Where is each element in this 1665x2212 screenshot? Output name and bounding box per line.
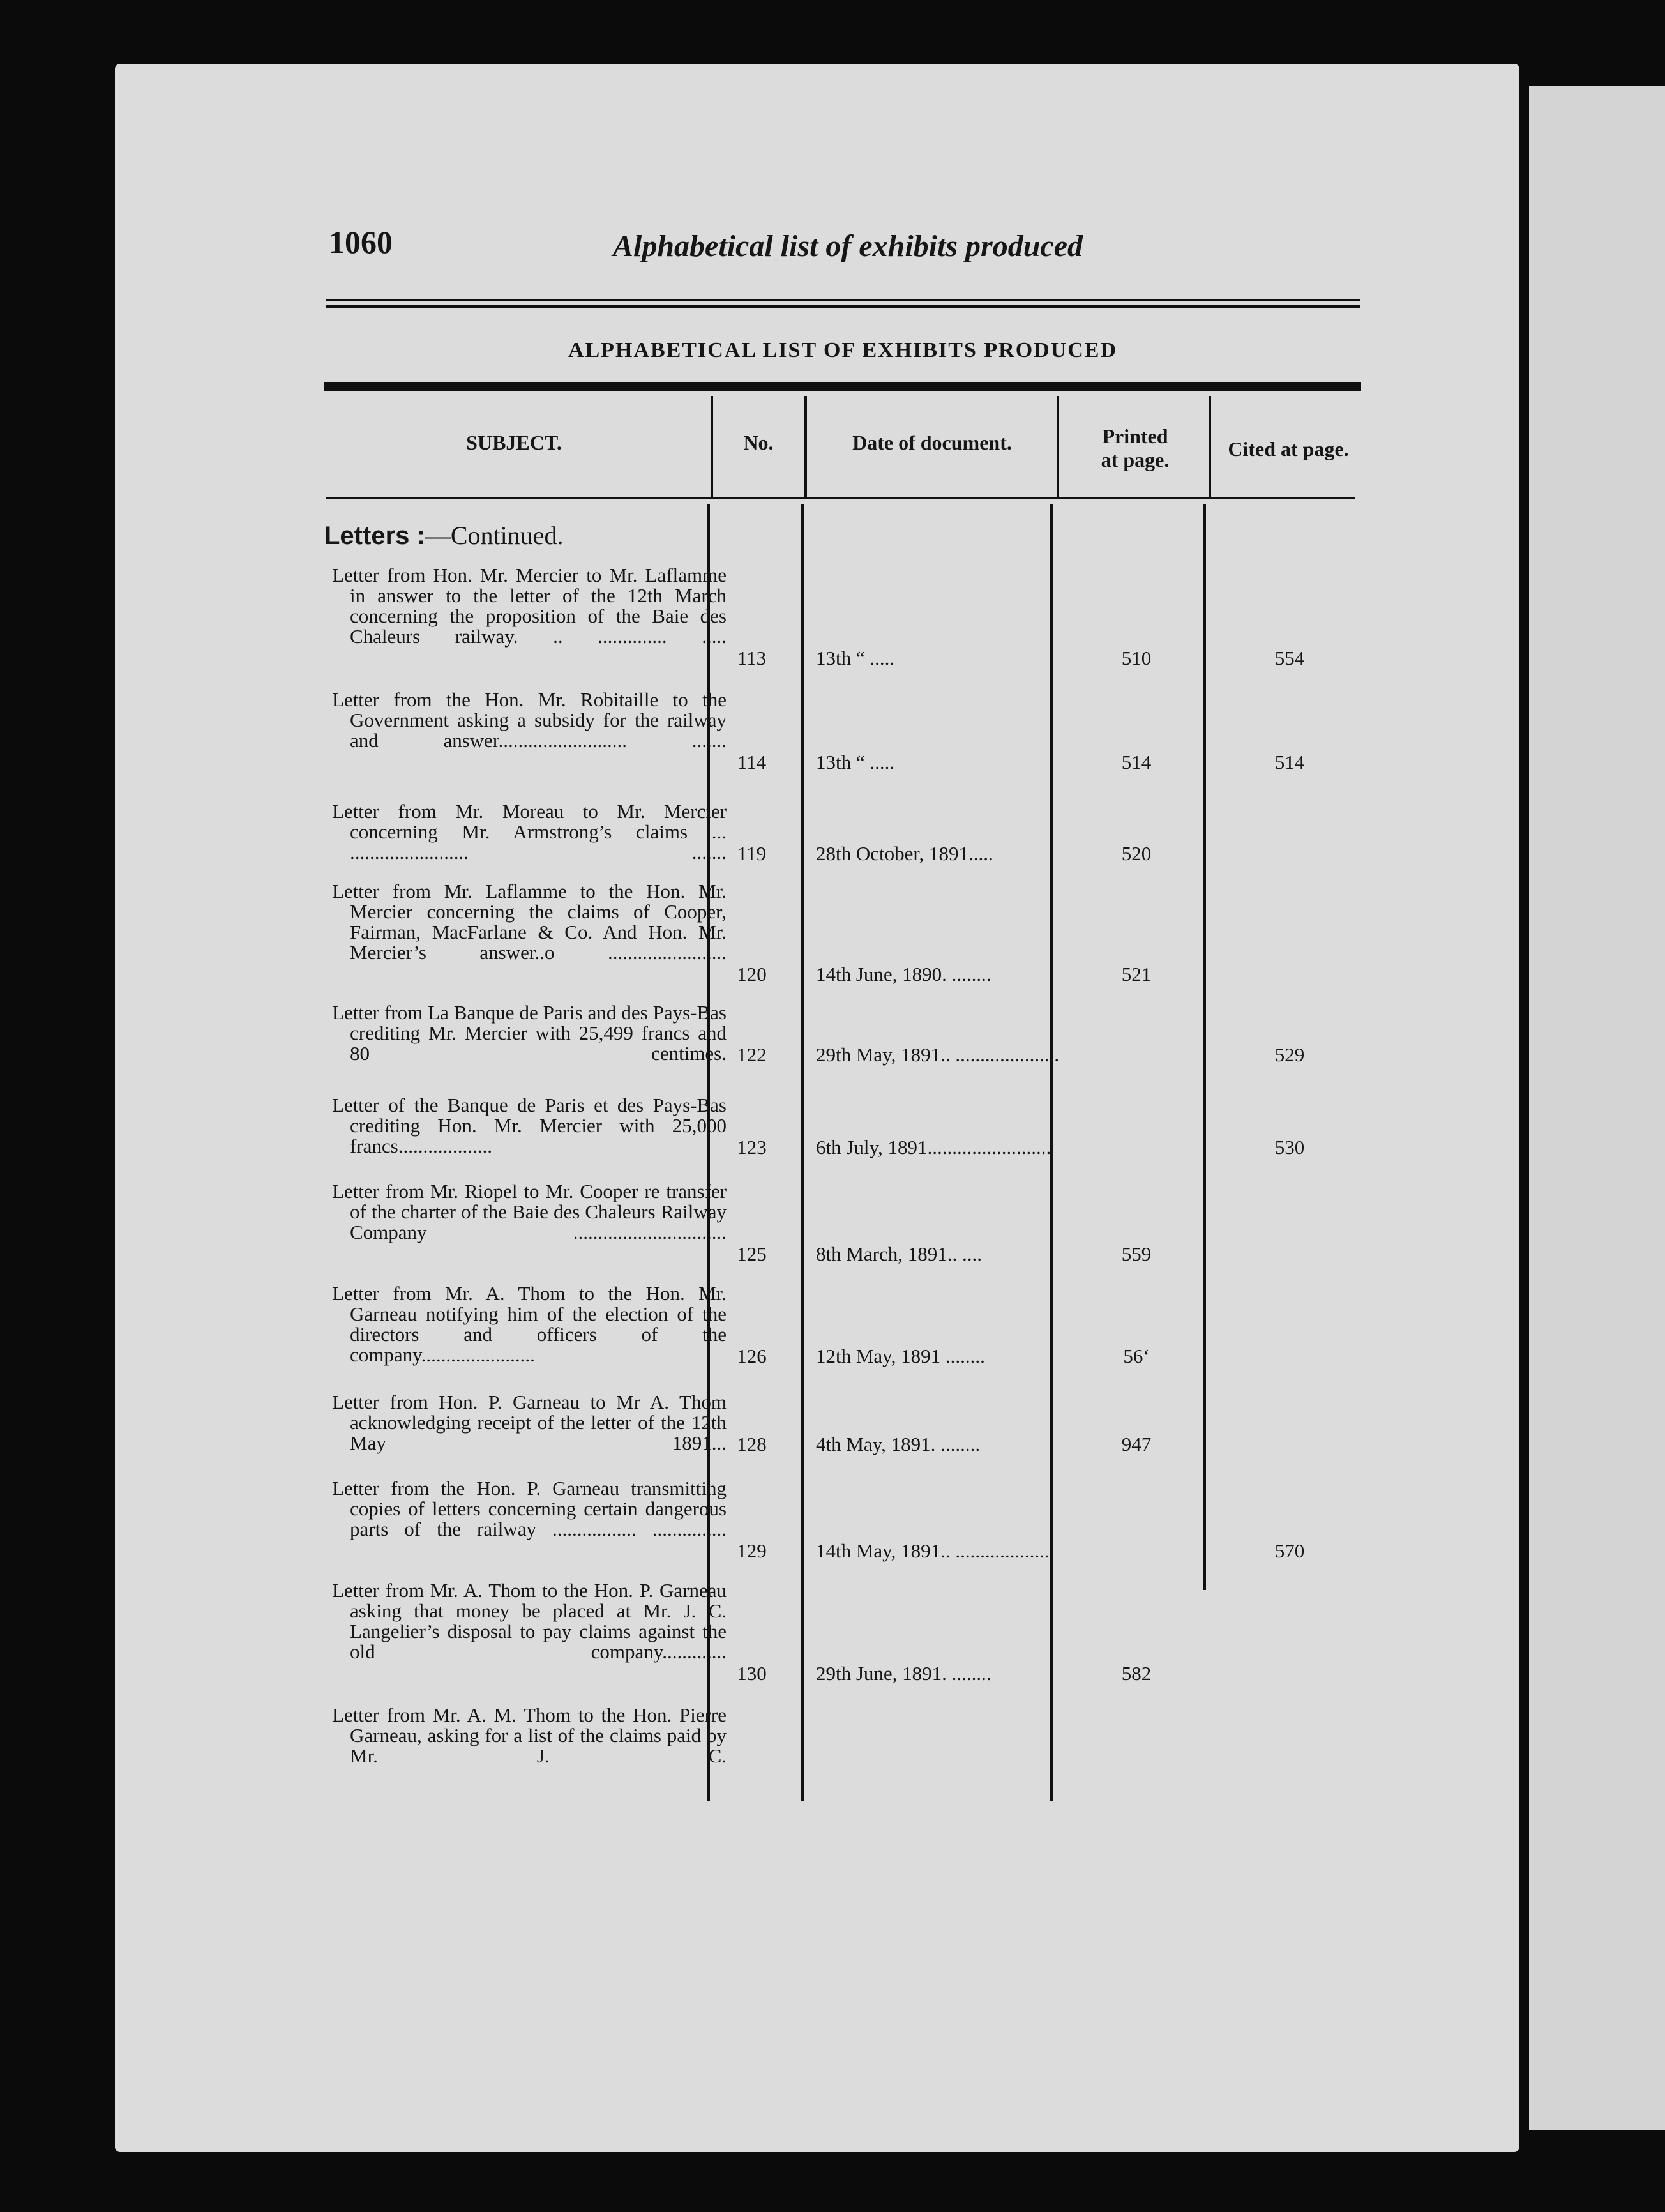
column-header-no: No. (743, 431, 774, 454)
section-suffix: —Continued. (425, 521, 564, 550)
row-date: 29th May, 1891.. ..................... (816, 1043, 1060, 1066)
section-title (324, 520, 563, 550)
row-number: 119 (737, 842, 767, 865)
row-subject: Letter from the Hon. Mr. Robitaille to the Government asking a subsidy for the railway and answer.......................... ....... (332, 688, 727, 752)
row-date: 13th “ ..... (816, 751, 895, 773)
row-number: 130 (737, 1662, 767, 1685)
row-subject: Letter from Hon. Mr. Mercier to Mr. Laflamme in answer to the letter of the 12th March concerning the proposition of the Baie des Chaleurs railway. .. .............. ..... (332, 564, 727, 648)
row-number: 120 (737, 963, 767, 985)
section-label: Letters : (324, 522, 425, 550)
adjacent-page-edge (1529, 86, 1665, 2130)
row-date: 29th June, 1891. ........ (816, 1662, 991, 1685)
row-subject: Letter from Mr. Riopel to Mr. Cooper re transfer of the charter of the Baie des Chaleurs Railway Company ............................... (332, 1180, 727, 1243)
row-printed-page: 514 (1121, 751, 1152, 773)
row-number: 114 (737, 751, 767, 773)
row-number: 128 (737, 1433, 767, 1455)
title-rule-thick (324, 382, 1361, 391)
column-header-printed (1060, 425, 1210, 472)
row-printed-page: 56‘ (1123, 1345, 1150, 1367)
row-number: 113 (737, 647, 767, 669)
column-divider-4 (1209, 396, 1211, 498)
row-date: 13th “ ..... (816, 647, 895, 669)
column-header-subject: SUBJECT. (466, 431, 562, 454)
row-subject: Letter from the Hon. P. Garneau transmitting copies of letters concerning certain dangerous parts of the railway ................. ............... (332, 1477, 727, 1540)
row-number: 126 (737, 1345, 767, 1367)
header-rule (326, 497, 1355, 499)
row-number: 123 (737, 1136, 767, 1158)
row-subject: Letter from Mr. A. Thom to the Hon. P. Garneau asking that money be placed at Mr. J. C. Langelier’s disposal to pay claims against the old company............. (332, 1579, 727, 1663)
row-subject: Letter from Hon. P. Garneau to Mr A. Thom acknowledging receipt of the letter of the 12th May 1891... (332, 1391, 727, 1454)
row-subject: Letter from Mr. A. M. Thom to the Hon. Pierre Garneau, asking for a list of the claims paid by Mr. J. C. (332, 1704, 727, 1767)
row-number: 122 (737, 1043, 767, 1066)
row-printed-page: 947 (1121, 1433, 1152, 1455)
row-printed-page: 510 (1121, 647, 1152, 669)
running-head: Alphabetical list of exhibits produced (613, 229, 1083, 263)
table-title: ALPHABETICAL LIST OF EXHIBITS PRODUCED (568, 338, 1118, 362)
column-header-printed-line2: at page. (1101, 448, 1170, 471)
row-printed-page: 582 (1121, 1662, 1152, 1685)
row-number: 129 (737, 1540, 767, 1562)
row-subject: Letter from La Banque de Paris and des Pays-Bas crediting Mr. Mercier with 25,499 francs and 80 centimes. (332, 1001, 727, 1064)
row-cited-page: 514 (1274, 751, 1305, 773)
row-date: 8th March, 1891.. .... (816, 1243, 983, 1265)
row-date: 28th October, 1891..... (816, 842, 993, 865)
row-subject: Letter from Mr. Moreau to Mr. Mercier concerning Mr. Armstrong’s claims ... ........................ ....... (332, 800, 727, 863)
row-printed-page: 520 (1121, 842, 1152, 865)
row-printed-page: 521 (1121, 963, 1152, 985)
row-subject: Letter from Mr. Laflamme to the Hon. Mr. Mercier concerning the claims of Cooper, Fairman, MacFarlane & Co. And Hon. Mr. Mercier’s answer..o ........................ (332, 880, 727, 964)
row-subject: Letter from Mr. A. Thom to the Hon. Mr. Garneau notifying him of the election of the directors and officers of the company....................... (332, 1282, 727, 1366)
row-cited-page: 530 (1274, 1136, 1305, 1158)
top-rule-thin-2 (326, 305, 1360, 308)
column-divider-2 (804, 396, 807, 498)
document-page (115, 64, 1519, 2152)
row-date: 4th May, 1891. ........ (816, 1433, 981, 1455)
column-divider-3 (1057, 396, 1059, 498)
row-date: 14th May, 1891.. .................... (816, 1540, 1055, 1562)
row-subject: Letter of the Banque de Paris et des Pays-Bas crediting Hon. Mr. Mercier with 25,000 francs................... (332, 1094, 727, 1157)
page-number: 1060 (329, 224, 393, 260)
row-printed-page: 559 (1121, 1243, 1152, 1265)
row-number: 125 (737, 1243, 767, 1265)
column-header-cited: Cited at page. (1228, 437, 1349, 460)
row-date: 12th May, 1891 ........ (816, 1345, 985, 1367)
column-divider-1 (711, 396, 713, 498)
row-date: 14th June, 1890. ........ (816, 963, 991, 985)
column-divider-2-body (801, 504, 804, 1801)
column-header-printed-line1: Printed (1102, 425, 1168, 448)
top-rule-thin-1 (326, 299, 1360, 301)
column-header-date: Date of document. (852, 431, 1012, 454)
row-cited-page: 529 (1274, 1043, 1305, 1066)
row-cited-page: 554 (1274, 647, 1305, 669)
row-date: 6th July, 1891......................... (816, 1136, 1051, 1158)
row-cited-page: 570 (1274, 1540, 1305, 1562)
